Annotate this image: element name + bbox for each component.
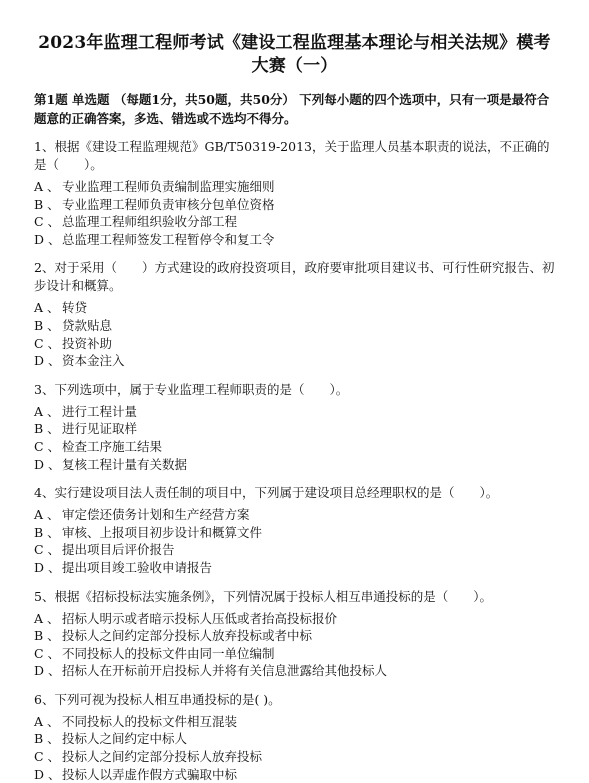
answer-option <box>34 748 555 766</box>
question-stem: 6、下列可视为投标人相互串通投标的是( )。 <box>34 691 281 707</box>
answer-option <box>34 196 555 214</box>
question-stem: 1、根据《建设工程监理规范》GB/T50319-2013，关于监理人员基本职责的说法，不正确的是（ ）。 <box>34 139 550 172</box>
answer-option <box>34 178 555 196</box>
answer-option <box>34 420 555 438</box>
answer-option <box>34 438 555 456</box>
option-text: 招标人明示或者暗示投标人压低或者抬高投标报价 <box>62 610 338 626</box>
question-stem: 5、根据《招标投标法实施条例》，下列情况属于投标人相互串通投标的是（ ）。 <box>34 588 492 604</box>
option-text: 提出项目后评价报告 <box>62 542 175 558</box>
option-letter: D 、 <box>34 456 61 472</box>
option-text: 检查工序施工结果 <box>62 438 163 454</box>
question-stem: 3、下列选项中，属于专业监理工程师职责的是（ ）。 <box>34 381 349 397</box>
option-text: 转贷 <box>62 300 88 316</box>
option-letter: A 、 <box>34 300 60 316</box>
option-text: 审定偿还债务计划和生产经营方案 <box>62 507 250 523</box>
answer-option <box>34 627 555 645</box>
option-letter: D 、 <box>34 766 61 782</box>
answer-option <box>34 506 555 524</box>
option-text: 投标人之间约定部分投标人放弃投标或者中标 <box>62 628 313 644</box>
option-letter: D 、 <box>34 559 61 575</box>
option-letter: B 、 <box>34 421 60 437</box>
answer-option <box>34 231 555 249</box>
answer-option <box>34 524 555 542</box>
answer-option <box>34 541 555 559</box>
answer-option <box>34 456 555 474</box>
answer-option <box>34 352 555 370</box>
option-letter: B 、 <box>34 628 60 644</box>
option-text: 复核工程计量有关数据 <box>62 456 188 472</box>
question-item <box>34 259 555 369</box>
option-letter: A 、 <box>34 507 60 523</box>
question-item <box>34 691 555 783</box>
option-letter: D 、 <box>34 663 61 679</box>
answer-option <box>34 766 555 783</box>
question-stem: 2、对于采用（ ）方式建设的政府投资项目，政府要审批项目建议书、可行性研究报告、初步设计和概算。 <box>34 260 555 294</box>
question-list <box>34 138 555 783</box>
answer-option <box>34 713 555 731</box>
option-text: 审核、上报项目初步设计和概算文件 <box>62 524 263 540</box>
option-letter: C 、 <box>34 542 61 558</box>
option-letter: C 、 <box>34 335 61 351</box>
option-text: 资本金注入 <box>62 353 125 369</box>
option-text: 不同投标人的投标文件相互混装 <box>62 713 238 729</box>
option-letter: D 、 <box>34 353 61 369</box>
option-letter: C 、 <box>34 749 61 765</box>
answer-option <box>34 662 555 680</box>
answer-option <box>34 335 555 353</box>
answer-option <box>34 403 555 421</box>
option-letter: C 、 <box>34 645 61 661</box>
option-text: 投标人之间约定中标人 <box>62 731 188 747</box>
option-text: 进行工程计量 <box>62 403 138 419</box>
answer-option <box>34 213 555 231</box>
option-text: 专业监理工程师负责审核分包单位资格 <box>62 196 275 212</box>
option-letter: B 、 <box>34 524 60 540</box>
question-item <box>34 588 555 680</box>
option-text: 招标人在开标前开启投标人并将有关信息泄露给其他投标人 <box>62 663 388 679</box>
option-letter: D 、 <box>34 231 61 247</box>
option-letter: B 、 <box>34 196 60 212</box>
option-letter: C 、 <box>34 438 61 454</box>
option-letter: A 、 <box>34 403 60 419</box>
option-text: 不同投标人的投标文件由同一单位编制 <box>62 645 275 661</box>
option-text: 提出项目竣工验收申请报告 <box>62 559 213 575</box>
answer-option <box>34 610 555 628</box>
question-item <box>34 381 555 473</box>
answer-option <box>34 317 555 335</box>
document-title: 2023年监理工程师考试《建设工程监理基本理论与相关法规》模考大赛（一） <box>38 33 551 76</box>
answer-option <box>34 559 555 577</box>
question-item <box>34 138 555 248</box>
option-text: 专业监理工程师负责编制监理实施细则 <box>62 179 275 194</box>
option-text: 投标人之间约定部分投标人放弃投标 <box>62 749 263 765</box>
option-letter: A 、 <box>34 610 60 626</box>
option-text: 投资补助 <box>62 335 113 351</box>
option-letter: B 、 <box>34 317 60 333</box>
answer-option <box>34 299 555 317</box>
option-letter: C 、 <box>34 214 61 230</box>
answer-option <box>34 645 555 663</box>
option-text: 进行见证取样 <box>62 421 138 437</box>
option-letter: A 、 <box>34 179 60 194</box>
option-letter: B 、 <box>34 731 60 747</box>
answer-option <box>34 730 555 748</box>
question-stem: 4、实行建设项目法人责任制的项目中，下列属于建设项目总经理职权的是（ ）。 <box>34 485 499 501</box>
option-letter: A 、 <box>34 713 60 729</box>
section-instructions: 第1题 单选题 （每题1分，共50题，共50分） 下列每小题的四个选项中，只有一项是最符合题意的正确答案，多选、错选或不选均不得分。 <box>34 92 550 126</box>
option-text: 投标人以弄虚作假方式骗取中标 <box>62 766 238 782</box>
question-item <box>34 484 555 576</box>
option-text: 贷款贴息 <box>62 317 113 333</box>
option-text: 总监理工程师签发工程暂停令和复工令 <box>62 231 275 247</box>
option-text: 总监理工程师组织验收分部工程 <box>62 214 238 230</box>
